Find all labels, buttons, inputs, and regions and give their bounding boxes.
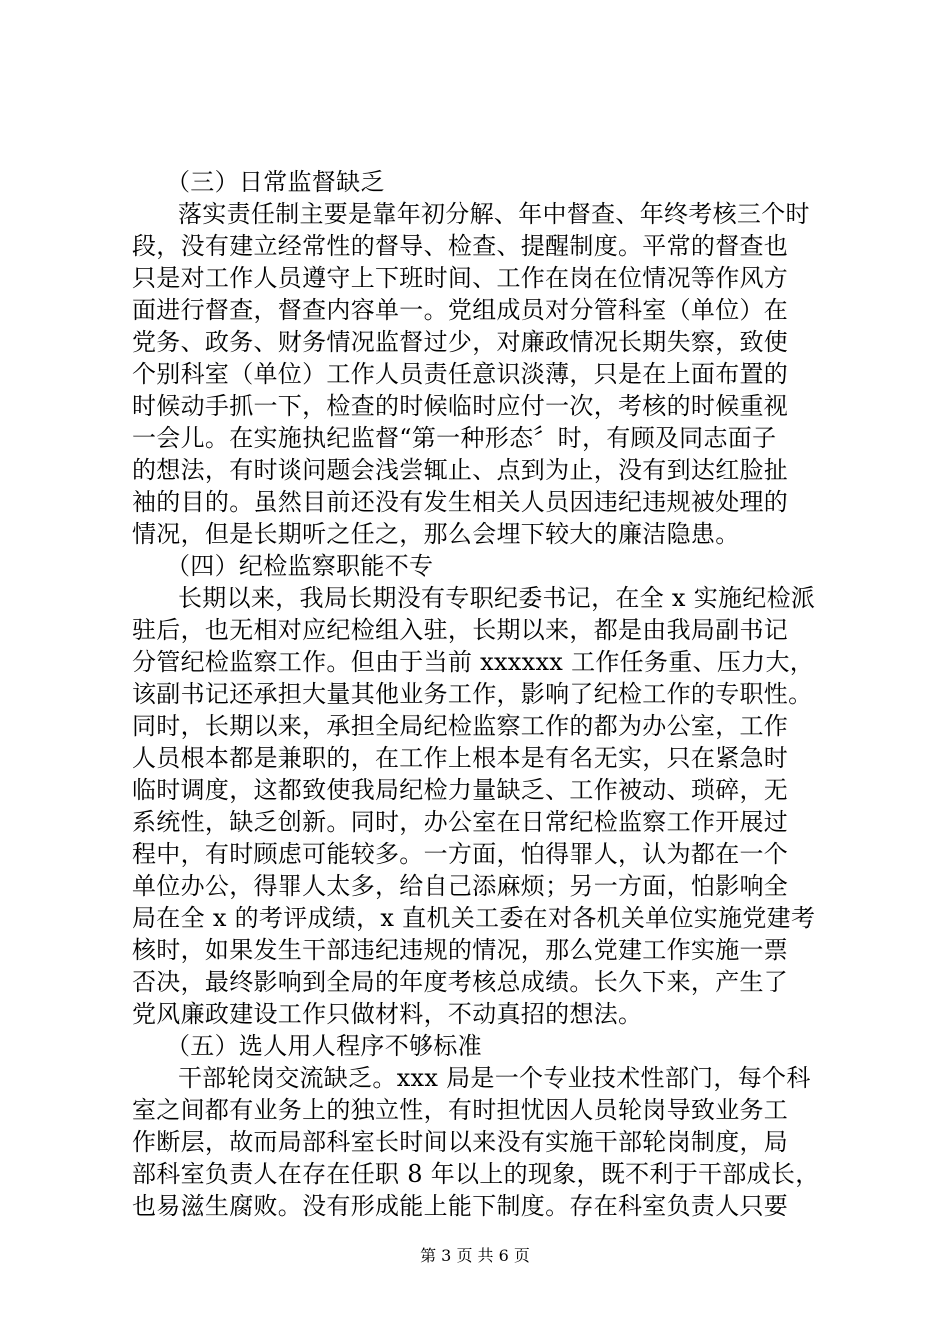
text-line: 否决，最终影响到全局的年度考核总成绩。长久下来，产生了 bbox=[132, 968, 789, 996]
text-line: 室之间都有业务上的独立性，有时担忧因人员轮岗导致业务工 bbox=[132, 1096, 789, 1124]
text-line: 该副书记还承担大量其他业务工作，影响了纪检工作的专职性。 bbox=[132, 680, 813, 708]
text-line: 人员根本都是兼职的，在工作上根本是有名无实，只在紧急时 bbox=[132, 744, 789, 772]
text-line: 临时调度，这都致使我局纪检力量缺乏、工作被动、琐碎，无 bbox=[132, 776, 789, 804]
section-5 bbox=[132, 1030, 844, 1222]
text-line: 党务、政务、财务情况监督过少，对廉政情况长期失察，致使 bbox=[132, 328, 789, 356]
text-line: 单位办公，得罪人太多，给自己添麻烦；另一方面，怕影响全 bbox=[132, 872, 789, 900]
text-line: 也易滋生腐败。没有形成能上能下制度。存在科室负责人只要 bbox=[132, 1192, 789, 1220]
text-line: 段，没有建立经常性的督导、检查、提醒制度。平常的督查也 bbox=[132, 232, 789, 260]
text-line: 时候动手抓一下，检查的时候临时应付一次，考核的时候重视 bbox=[132, 392, 789, 420]
section-heading: （三）日常监督缺乏 bbox=[166, 168, 385, 196]
document-body bbox=[132, 166, 844, 1222]
text-line: 干部轮岗交流缺乏。xxx 局是一个专业技术性部门，每个科 bbox=[178, 1064, 811, 1092]
paragraph bbox=[132, 582, 844, 1030]
text-line: 系统性，缺乏创新。同时，办公室在日常纪检监察工作开展过 bbox=[132, 808, 789, 836]
text-line: 驻后，也无相对应纪检组入驻，长期以来，都是由我局副书记 bbox=[132, 616, 789, 644]
section-4 bbox=[132, 550, 844, 1030]
text-line: 长期以来，我局长期没有专职纪委书记，在全 x 实施纪检派 bbox=[178, 584, 816, 612]
text-line: 同时，长期以来，承担全局纪检监察工作的都为办公室，工作 bbox=[132, 712, 789, 740]
text-line: 面进行督查，督查内容单一。党组成员对分管科室（单位）在 bbox=[132, 296, 789, 324]
text-line: 作断层，故而局部科室长时间以来没有实施干部轮岗制度，局 bbox=[132, 1128, 789, 1156]
text-line: 部科室负责人在存在任职 8 年以上的现象，既不利于干部成长， bbox=[132, 1160, 820, 1188]
text-line: 只是对工作人员遵守上下班时间、工作在岗在位情况等作风方 bbox=[132, 264, 789, 292]
text-line: 情况，但是长期听之任之，那么会埋下较大的廉洁隐患。 bbox=[132, 520, 740, 548]
text-line: 一会儿。在实施执纪监督“第一种形态〞时，有顾及同志面子 bbox=[132, 424, 777, 452]
section-heading: （四）纪检监察职能不专 bbox=[166, 552, 434, 580]
text-line: 程中，有时顾虑可能较多。一方面，怕得罪人，认为都在一个 bbox=[132, 840, 789, 868]
text-line: 的想法，有时谈问题会浅尝辄止、点到为止，没有到达红脸扯 bbox=[132, 456, 789, 484]
text-line: 袖的目的。虽然目前还没有发生相关人员因违纪违规被处理的 bbox=[132, 488, 789, 516]
section-heading: （五）选人用人程序不够标准 bbox=[166, 1032, 482, 1060]
text-line: 个别科室（单位）工作人员责任意识淡薄，只是在上面布置的 bbox=[132, 360, 789, 388]
paragraph bbox=[132, 1062, 844, 1222]
text-line: 分管纪检监察工作。但由于当前 xxxxxx 工作任务重、压力大， bbox=[132, 648, 815, 676]
paragraph bbox=[132, 198, 844, 550]
page-number-footer: 第 3 页 共 6 页 bbox=[420, 1246, 530, 1265]
text-line: 落实责任制主要是靠年初分解、年中督查、年终考核三个时 bbox=[178, 200, 810, 228]
section-3 bbox=[132, 166, 844, 550]
text-line: 核时，如果发生干部违纪违规的情况，那么党建工作实施一票 bbox=[132, 936, 789, 964]
text-line: 局在全 x 的考评成绩，x 直机关工委在对各机关单位实施党建考 bbox=[132, 904, 816, 932]
text-line: 党风廉政建设工作只做材料，不动真招的想法。 bbox=[132, 1000, 643, 1028]
